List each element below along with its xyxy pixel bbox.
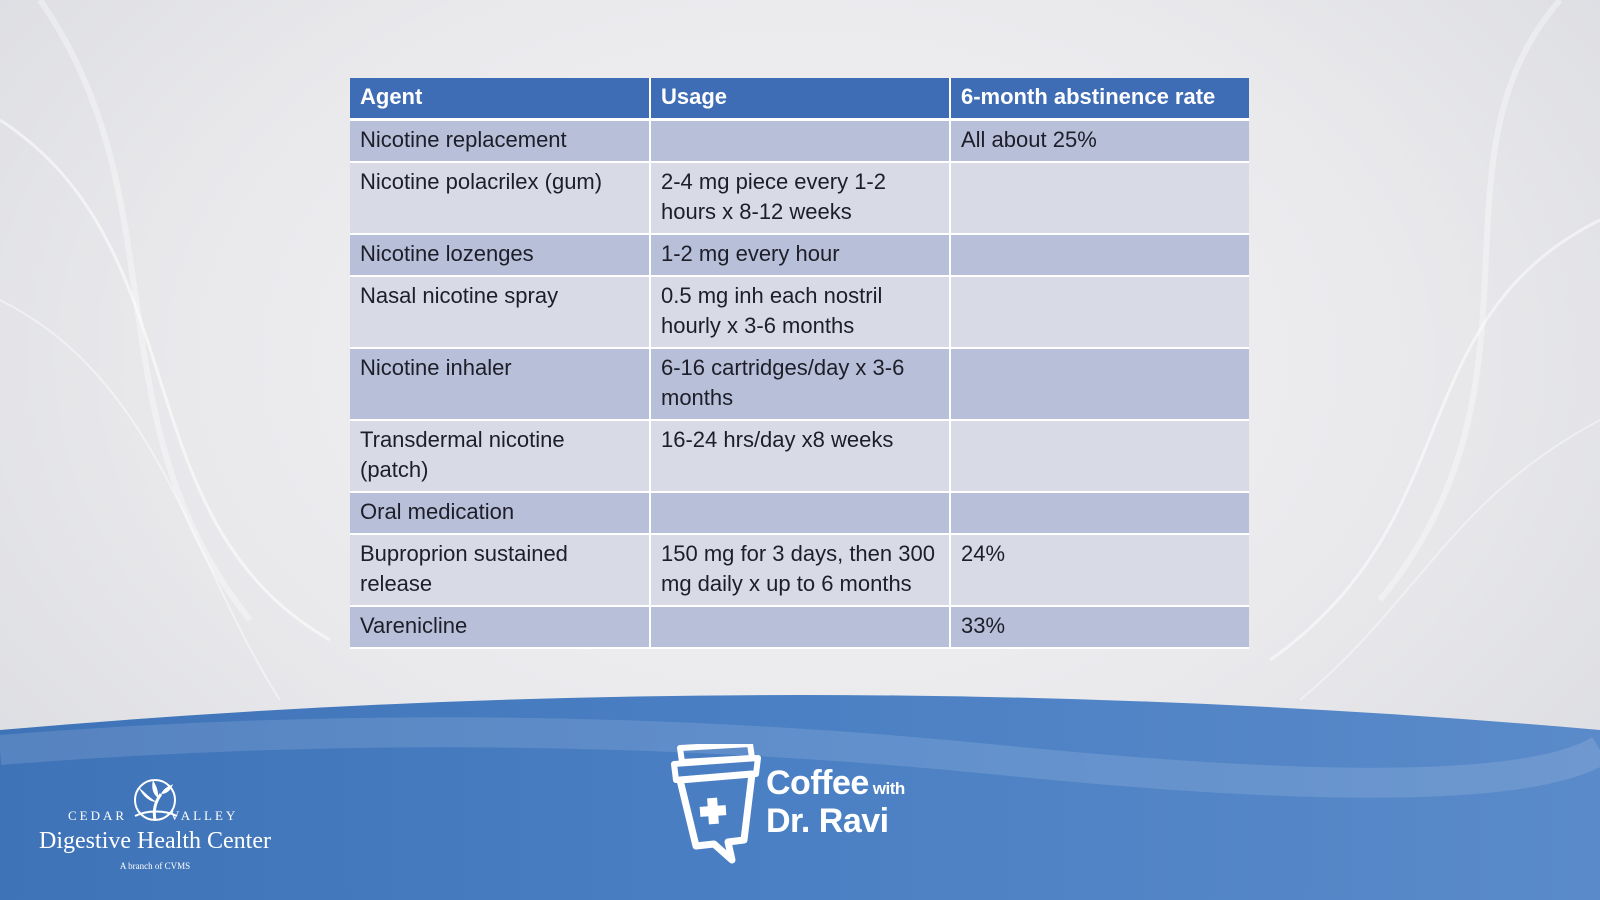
rate-cell (950, 162, 1249, 234)
abstinence-table-container (350, 78, 1249, 649)
center-name: Digestive Health Center (39, 828, 271, 854)
agent-cell: Oral medication (350, 492, 650, 534)
cedar-valley-logo (20, 776, 290, 871)
table-header-row (350, 78, 1249, 120)
agent-cell: Buproprion sustained release (350, 534, 650, 606)
rate-cell: All about 25% (950, 120, 1249, 163)
agent-cell: Nicotine lozenges (350, 234, 650, 276)
table-row (350, 162, 1249, 234)
usage-cell (650, 606, 950, 648)
with-word: with (872, 779, 905, 798)
table-row (350, 492, 1249, 534)
agent-cell: Transdermal nicotine (patch) (350, 420, 650, 492)
cedar-word: CEDAR (68, 808, 128, 823)
table-row (350, 276, 1249, 348)
coffee-cup-icon (670, 744, 762, 870)
table-row (350, 420, 1249, 492)
rate-cell (950, 420, 1249, 492)
agent-cell: Nicotine inhaler (350, 348, 650, 420)
header-usage: Usage (650, 78, 950, 120)
rate-cell (950, 348, 1249, 420)
table-row (350, 606, 1249, 648)
valley-word: VALLEY (170, 808, 239, 823)
agent-cell: Nicotine replacement (350, 120, 650, 163)
header-agent: Agent (350, 78, 650, 120)
rate-cell (950, 276, 1249, 348)
rate-cell: 33% (950, 606, 1249, 648)
abstinence-table (350, 78, 1249, 649)
table-row (350, 234, 1249, 276)
coffee-word: Coffee (766, 764, 869, 802)
center-subtitle: A branch of CVMS (119, 861, 191, 871)
table-row (350, 348, 1249, 420)
table-row (350, 120, 1249, 163)
usage-cell: 2-4 mg piece every 1-2 hours x 8-12 weeks (650, 162, 950, 234)
coffee-with-dr-ravi-logo (670, 744, 950, 874)
usage-cell (650, 120, 950, 163)
dr-ravi-name: Dr. Ravi (766, 802, 889, 840)
agent-cell: Nicotine polacrilex (gum) (350, 162, 650, 234)
usage-cell: 150 mg for 3 days, then 300 mg daily x up to 6 months (650, 534, 950, 606)
rate-cell: 24% (950, 534, 1249, 606)
agent-cell: Nasal nicotine spray (350, 276, 650, 348)
usage-cell: 16-24 hrs/day x8 weeks (650, 420, 950, 492)
usage-cell: 6-16 cartridges/day x 3-6 months (650, 348, 950, 420)
usage-cell (650, 492, 950, 534)
header-abstinence-rate: 6-month abstinence rate (950, 78, 1249, 120)
usage-cell: 0.5 mg inh each nostril hourly x 3-6 months (650, 276, 950, 348)
table-row (350, 534, 1249, 606)
rate-cell (950, 234, 1249, 276)
agent-cell: Varenicline (350, 606, 650, 648)
rate-cell (950, 492, 1249, 534)
usage-cell: 1-2 mg every hour (650, 234, 950, 276)
